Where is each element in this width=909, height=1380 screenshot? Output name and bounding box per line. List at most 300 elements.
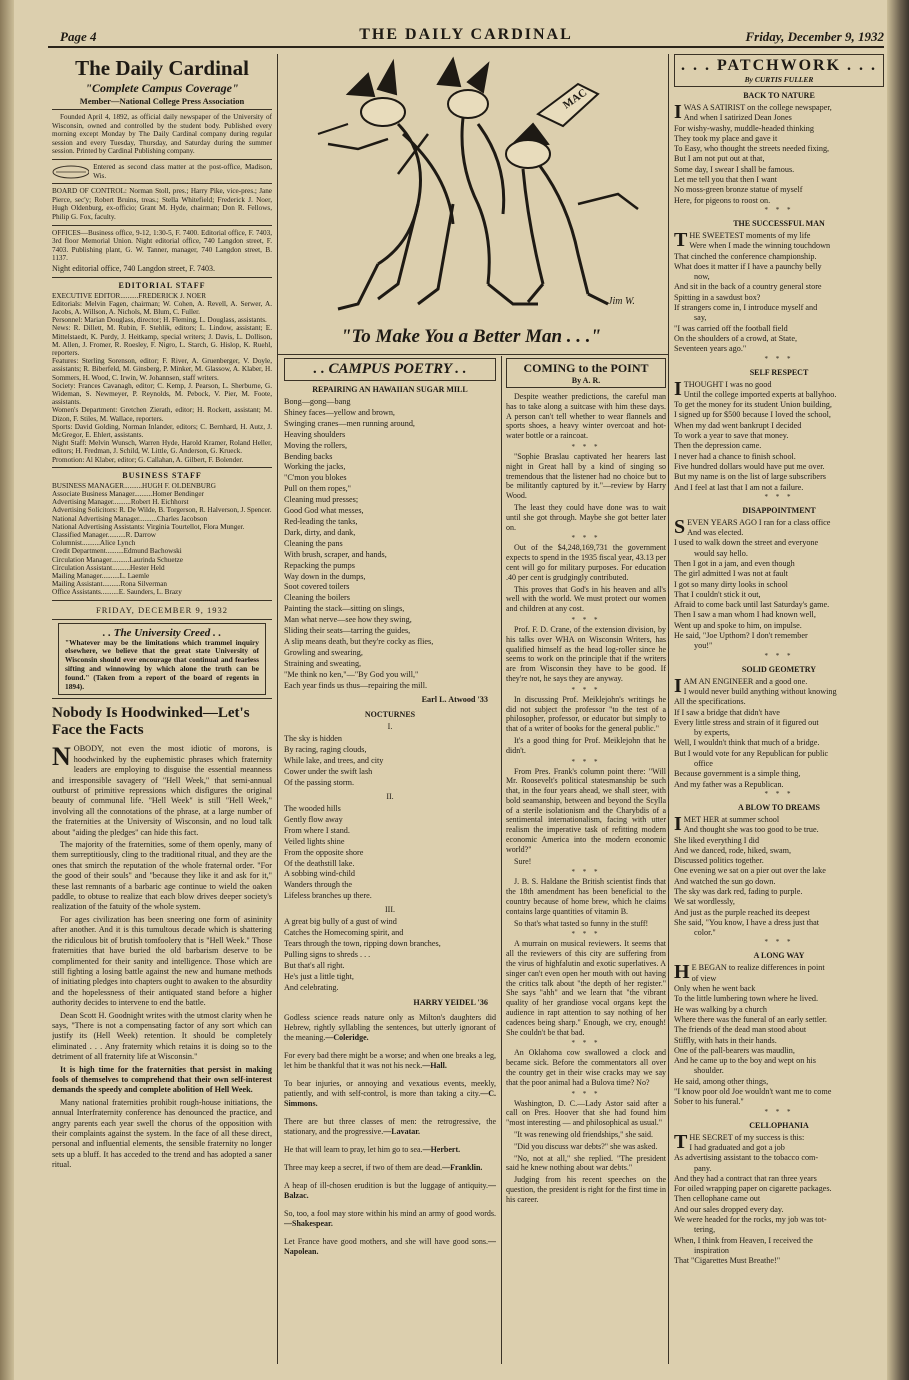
poem-author: Earl L. Atwood '33 bbox=[421, 695, 488, 705]
item-paragraph: It's a good thing for Prof. Meiklejohn that he didn't. bbox=[506, 735, 666, 755]
poem-line: Heaving shoulders bbox=[284, 429, 346, 439]
poem-line: "C'mon you blokes bbox=[284, 473, 347, 483]
poem-line: But that's all right. bbox=[284, 960, 345, 970]
poem-line: No moss-green bronze statue of myself bbox=[674, 185, 803, 195]
quote-item bbox=[284, 1181, 496, 1201]
poem-line: Pulling signs to shreds . . . bbox=[284, 949, 371, 959]
patchwork-poem-title: A BLOW TO DREAMS bbox=[737, 802, 821, 812]
poem-line: Repacking the pumps bbox=[284, 560, 355, 570]
business-staff-head: BUSINESS STAFF bbox=[122, 470, 202, 480]
poem-line: shoulder. bbox=[694, 1066, 724, 1076]
item-paragraph: "Did you discuss war debts?" she was asked. bbox=[514, 1141, 658, 1151]
poem-line: And we danced, rode, hiked, swam, bbox=[674, 845, 792, 855]
poem-line: WAS A SATIRIST on the college newspaper, bbox=[683, 103, 832, 112]
dropcap: N bbox=[52, 742, 71, 772]
poem-line: pany. bbox=[694, 1163, 712, 1173]
quote-item bbox=[284, 1013, 496, 1043]
divider bbox=[52, 600, 272, 601]
poem-line: Bending backs bbox=[284, 451, 333, 461]
quote-author: —Hall. bbox=[422, 1060, 447, 1070]
separator-stars: * * * bbox=[764, 354, 794, 363]
page-edge-left bbox=[0, 0, 14, 1380]
offices-text: OFFICES—Business office, 9-12, 1:30-5, F. 7400. Editorial office, F. 7403, 3rd floor Memorial Union. Night editorial office, 740 Langdon street, F. 7403. Publishing plant, G. W. Tanner, manager, 740 Langdon street, B. 1137. bbox=[52, 228, 272, 263]
separator-stars: * * * bbox=[764, 492, 794, 501]
poem-line: Shiney faces—yellow and brown, bbox=[284, 407, 395, 417]
patchwork-poem bbox=[674, 228, 884, 355]
patchwork-poems bbox=[674, 91, 884, 1267]
creed-box bbox=[58, 623, 266, 696]
quote-author: —Herbert. bbox=[422, 1144, 461, 1154]
divider bbox=[52, 225, 272, 226]
poem-line: would say hello. bbox=[694, 548, 748, 558]
poem-line: Discussed politics together. bbox=[674, 856, 764, 866]
poem-line: Five hundred dollars would have put me over. bbox=[674, 461, 825, 471]
poem-line: She said, "You know, I have a dress just that bbox=[674, 917, 820, 927]
press-emblem-icon bbox=[52, 165, 89, 179]
dropcap: I bbox=[674, 101, 682, 123]
item-paragraph: "No, not at all," she replied. "The president said he knew nothing about war debts." bbox=[506, 1153, 666, 1173]
poem-line: We were headed for the rocks, my job was tot- bbox=[674, 1215, 827, 1225]
column-patchwork bbox=[674, 54, 884, 1364]
editorial-paragraph: Many national fraternities prohibit rough-house initiations, the annual Interfraternity conference has denounced the practice, and angry parents each year swell the chorus of the opposition with their complaints against the system. In the face of all these direct, personal and influential elements, the sensible fraternity no longer sets up a bluff. It has acceded to the trend and has adopted a saner ritual. bbox=[52, 1097, 272, 1170]
masthead bbox=[48, 26, 884, 48]
poem-line: And they had a contract that ran three years bbox=[674, 1173, 817, 1183]
poem-line: "Me think no ken,"—"By God you will," bbox=[284, 669, 419, 679]
poem-line: Good God what messes, bbox=[284, 506, 364, 516]
night-office-text: Night editorial office, 740 Langdon street, F. 7403. bbox=[52, 263, 215, 273]
quote-author: —Shakespear. bbox=[284, 1218, 333, 1228]
poem-line: He's just a little tight, bbox=[284, 971, 354, 981]
quote-text: For every bad there might be a worse; and when one breaks a leg, let him be thankful that it was not his neck. bbox=[284, 1050, 496, 1070]
divider bbox=[52, 183, 272, 184]
poem-line: From the opposite shore bbox=[284, 847, 364, 857]
quote-item bbox=[284, 1163, 496, 1173]
coming-to-point-title: COMING to the POINT bbox=[523, 361, 649, 375]
poem-line: I had graduated and got a job bbox=[689, 1142, 785, 1152]
poem-line: From where I stand. bbox=[284, 825, 350, 835]
poem-line: All the specifications. bbox=[674, 697, 746, 707]
poem-line: To work a year to save that money. bbox=[674, 431, 789, 441]
poem-nocturnes-stanza bbox=[284, 917, 496, 993]
quote-text: Let France have good mothers, and she will have good sons. bbox=[284, 1236, 488, 1246]
poem-line: And was elected. bbox=[687, 528, 744, 538]
poem-line: Wanders through the bbox=[284, 880, 353, 890]
dropcap: I bbox=[674, 674, 682, 697]
item-paragraph: Despite weather predictions, the careful man has to take along a suitcase with him these days. A person can't tell whether to wear flannels and sports shoes, a heavy winter overcoat and hot-water bottle or a raincoat. bbox=[506, 392, 666, 441]
quote-author: —Coleridge. bbox=[325, 1032, 369, 1042]
poem-line: Way down in the dumps, bbox=[284, 571, 366, 581]
founded-text: Founded April 4, 1892, as official daily newspaper of the University of Wisconsin, owned and controlled by the student body. Published every morning except Monday by The Daily Cardinal company during regular session and every Tuesday, Thursday, and Saturday during the summer session. Printed by Cardinal Publishing company. bbox=[52, 113, 272, 156]
poem-line: To the little lumbering town where he lived. bbox=[674, 994, 819, 1004]
column-editorial bbox=[52, 54, 272, 1364]
poem-line: Sober to his funeral." bbox=[674, 1097, 744, 1107]
poem-line: The sky is hidden bbox=[284, 734, 342, 744]
patchwork-poem bbox=[674, 515, 884, 652]
coming-to-point-head bbox=[506, 358, 666, 388]
editorial-headline: Nobody Is Hoodwinked—Let's Face the Facts bbox=[52, 705, 250, 739]
poem-line: If I saw a bridge that didn't have bbox=[674, 707, 780, 717]
editorial-paragraph: Dean Scott H. Goodnight writes with the utmost clarity when he says, "There is not a compensating factor of any sort which can justify its (Hell Week) retention. It should be completely eliminated . . . Any fraternity which retains it is doing so to the detriment of all fraternity life at Wisconsin." bbox=[52, 1010, 272, 1062]
patchwork-poem bbox=[674, 963, 884, 1107]
poem-line: Stiffly, with hats in their hands. bbox=[674, 1035, 777, 1045]
poem-line: "I know poor old Joe wouldn't want me to come bbox=[674, 1087, 832, 1097]
stanza-number: II. bbox=[386, 792, 394, 801]
item-paragraph: So that's what tasted so funny in the stuff! bbox=[514, 918, 649, 928]
poem-line: now, bbox=[694, 272, 710, 282]
poem-line: Seventeen years ago." bbox=[674, 344, 747, 354]
poem-line: But my name is on the list of large subscribers bbox=[674, 472, 826, 482]
poem-line: The girl admitted I was not at fault bbox=[674, 569, 788, 579]
masthead-title: THE DAILY CARDINAL bbox=[359, 26, 573, 43]
column-rule bbox=[501, 356, 502, 1364]
poem-line: To get the money for its student Union building, bbox=[674, 400, 832, 410]
patchwork-head bbox=[674, 54, 884, 87]
poem-line: He said, "Joe Upthom? I don't remember bbox=[674, 631, 808, 641]
poem-line: On the shoulders of a crowd, at State, bbox=[674, 333, 798, 343]
separator-stars: * * * bbox=[764, 938, 794, 947]
poem-line: Spitting in a sawdust box? bbox=[674, 292, 761, 302]
cartoon-caption: "To Make You a Better Man . . ." bbox=[340, 326, 602, 347]
patchwork-poem-title: THE SUCCESSFUL MAN bbox=[733, 218, 825, 228]
poem-line: As advertising assistant to the tobacco com- bbox=[674, 1153, 819, 1163]
poem-line: With brush, scraper, and hands, bbox=[284, 549, 387, 559]
poem-line: Until the college imported experts at ballyhoo. bbox=[683, 389, 837, 399]
patchwork-poem-title: CELLOPHANIA bbox=[749, 1120, 809, 1130]
poem-nocturnes-stanza bbox=[284, 734, 496, 789]
poem-line: What does it matter if I have a paunchy belly bbox=[674, 261, 822, 271]
poem-line: The wooded hills bbox=[284, 804, 341, 813]
patchwork-poem bbox=[674, 812, 884, 939]
item-paragraph: J. B. S. Haldane the British scientist finds that the 18th amendment has been beneficial to the country because of home brew, which he claims contains large quantities of vitamin B. bbox=[506, 877, 666, 916]
poem-line: Here, for pigeons to roost on. bbox=[674, 195, 771, 205]
poem-line: Each year finds us thus—repairing the mill. bbox=[284, 680, 428, 690]
poem-line: We sat wordlessly, bbox=[674, 897, 735, 907]
poem-line: I signed up for $500 because I loved the school, bbox=[674, 410, 831, 420]
divider bbox=[52, 619, 272, 620]
poem-line: Catches the Homecoming spirit, and bbox=[284, 928, 404, 938]
editorial-body bbox=[52, 744, 272, 1170]
item-paragraph: Out of the $4,248,169,731 the government expects to spend in the 1935 fiscal year, 43.13 per cent will go for military purposes. For education .40 per cent is grudgingly contributed. bbox=[506, 543, 666, 582]
patchwork-poem-title: A LONG WAY bbox=[753, 951, 805, 961]
separator-stars: * * * bbox=[764, 205, 794, 214]
poem-line: Then the depression came. bbox=[674, 441, 762, 451]
item-paragraph: Washington, D. C.—Lady Astor said after a call on Pres. Hoover that she had found him "most interesting — and philosophical as usual." bbox=[506, 1098, 666, 1128]
patchwork-poem-title: BACK TO NATURE bbox=[743, 91, 815, 100]
poem-line: Afraid to come back until last Saturday's game. bbox=[674, 600, 830, 610]
quote-item bbox=[284, 1209, 496, 1229]
poem-line: say, bbox=[694, 313, 707, 323]
patchwork-byline: By CURTIS FULLER bbox=[744, 75, 814, 84]
item-paragraph: Prof. F. D. Crane, of the extension division, by his talks over WHA on Wisconsin Writers, has qualified himself as the head log-roller since he seems to work on the principle that if the writers are from Wisconsin they have to be good. If they're not, he says they are anyway. bbox=[506, 624, 666, 683]
poem-line: Every little stress and strain of it figured out bbox=[674, 717, 819, 727]
dropcap: H bbox=[674, 961, 690, 984]
poem-line: Of the deathstill lake. bbox=[284, 858, 355, 868]
column-coming-to-the-point bbox=[506, 358, 666, 1364]
poem-line: AM AN ENGINEER and a good one. bbox=[683, 676, 808, 686]
quote-item bbox=[284, 1051, 496, 1071]
poem-line: He said, among other things, bbox=[674, 1076, 769, 1086]
poem-line: Well, I wouldn't think that much of a bridge. bbox=[674, 738, 820, 748]
poem-line: Cower under the swift lash bbox=[284, 767, 373, 777]
poem-line: One of the pall-bearers was maudlin, bbox=[674, 1045, 795, 1055]
quote-text: To bear injuries, or annoying and vexatious events, meekly, patiently, and with self-control, is more than taking a city. bbox=[284, 1078, 496, 1098]
stanza-number: I. bbox=[387, 722, 393, 732]
patchwork-poem bbox=[674, 377, 884, 493]
poem-line: of view bbox=[691, 973, 717, 983]
poem-line: "I was carried off the football field bbox=[674, 323, 788, 333]
poem-line: Cleaning the pans bbox=[284, 538, 343, 548]
campus-poetry-head: . . CAMPUS POETRY . . bbox=[284, 358, 496, 381]
dropcap: T bbox=[674, 1130, 688, 1153]
separator-stars: * * * bbox=[571, 442, 601, 451]
poem-line: MET HER at summer school bbox=[683, 814, 780, 824]
dropcap: I bbox=[674, 812, 682, 835]
dropcap: T bbox=[674, 228, 688, 251]
item-paragraph: This proves that God's in his heaven and all's well with the world. We must protect our women and children at any cost. bbox=[506, 584, 666, 614]
separator-stars: * * * bbox=[571, 685, 601, 694]
poem-line: Bong—gong—bang bbox=[284, 397, 351, 406]
poem-line: I would never build anything without knowing bbox=[683, 686, 837, 696]
dateline: FRIDAY, DECEMBER 9, 1932 bbox=[96, 604, 228, 615]
editorial-paragraph: For ages civilization has been sneering one form of asininity after another. And it is this tumultous decade which is shattering the ridiculous bit of brutish tomfoolery that is "Hell Week." Those fraternities that have buried the old barbarism deserve to be complimented for their sanity and intelligence. Those which are still fighting a losing battle against the new and humane methods of initiating pledges into chapters ought to awaken to the absurdity and the hopelessness of their antiquated stand before a higher authority decides to intervene to end the battle. bbox=[52, 914, 272, 1008]
poem-line: Pull on them ropes," bbox=[284, 484, 352, 494]
poem-line: Were when I made the winning touchdown bbox=[689, 241, 831, 251]
patchwork-poem bbox=[674, 674, 884, 790]
poem-line: Only when he went back bbox=[674, 984, 756, 994]
poem-line: Went up and spoke to him, on impulse. bbox=[674, 620, 802, 630]
editorial-cartoon bbox=[278, 54, 664, 326]
divider bbox=[52, 698, 272, 699]
creed-title: . . The University Creed . . bbox=[102, 626, 222, 639]
patchwork-poem-title: SELF RESPECT bbox=[749, 367, 809, 377]
poem-line: When my dad went bankrupt I decided bbox=[674, 420, 802, 430]
item-paragraph: "Sophie Braslau captivated her hearers last night in Great hall by a kind of singing so tremendous that the listener had no choice but to be militantly captured by it."—review by Harry Wood. bbox=[506, 451, 666, 501]
separator-stars: * * * bbox=[571, 757, 601, 766]
poem-sugar-mill bbox=[284, 397, 496, 691]
poem-line: by experts, bbox=[694, 728, 730, 738]
divider bbox=[52, 109, 272, 110]
poem-nocturnes-stanza bbox=[284, 804, 496, 902]
quote-text: There are but three classes of men: the retrogressive, the stationary, and the progressive. bbox=[284, 1116, 496, 1136]
editorial-paragraph: It is high time for the fraternities that persist in making fools of themselves to comprehend that their own self-interest demands the speedy and complete abolition of Hell Week. bbox=[52, 1064, 272, 1095]
poem-line: EVEN YEARS AGO I ran for a class office bbox=[687, 517, 831, 527]
poem-line: Red-leading the tanks, bbox=[284, 516, 358, 526]
quote-text: Three may keep a secret, if two of them are dead. bbox=[284, 1162, 443, 1172]
editorial-staff-list: EXECUTIVE EDITOR..........FREDERICK J. NOER Editorials: Melvin Fagen, chairman; W. Cohen, A. Revell, A. Serwer, A. Jacobs, A. Willson, A. Nichols, M. Blum, C. Fuller. Personnel: Marian Douglass, director; H. Fleming, L. Douglass, assistants. News: R. Dillett, M. Rubin, F. Stehlik, editors; L. Lindow, assistant; E. Mittelstaedt, K. Purdy, J. Heitkamp, special writers; J. Davis, L. Dollison, M. Allen, J. Fromer, R. Roesley, F. Nigro, L. Starch, G. Hislop, K. Ruehl, reporters. Features: Sterling Sorenson, editor; F. River, A. Gruenberger, V. Doyle, assistants; R. Biberfeld, M. Ginsberg, P. Minker, M. Glassow, A. Klaber, H. Sommers, H. Wood, C. Irwin, W. Johannsen, staff writers. Society: Frances Cavanagh, editor; C. Kemp, J. Pearson, L. Sherburne, G. Wideman, S. Newmeyer, P. Reynolds, M. Pebock, V. Pier, M. Foote, assistants. Women's Department: Gretchen Zierath, editor; H. Rockett, assistant; M. Dizon, F. Stiles, M. Wallace, reporters. Sports: David Golding, Norman Inlander, editors; C. Bernhard, H. Autz, J. McGregor, E. Ehlert, assistants. Night Staff: Melvin Wunsch, Warren Hyde, Harold Kramer, Roland Heller, editors; H. Fredman, J. Schild, W. Little, G. Anderson, G. Krueck. Promotion: Al Klaber, editor; G. Callahan, A. Gilbert, F. Bolender. bbox=[52, 291, 272, 464]
separator-stars: * * * bbox=[571, 1039, 601, 1048]
stanza-number: III. bbox=[385, 905, 395, 915]
poem-line: And watched the sun go down. bbox=[674, 876, 776, 886]
business-staff-list: BUSINESS MANAGER..........HUGH F. OLDENBURG Associate Business Manager..........Homer Bendinger Advertising Manager..........Robert H. Eichhorst Advertising Solicitors: R. De Wilde, B. Torgerson, R. Halverson, J. Spencer. National Advertising Manager..........Charles Jacobson National Advertising Assistants: Virginia Tourtellot, Flora Munger. Classified Manager..........R. Darrow Columnist..........Alice Lynch Credit Department..........Edmund Bachowski Circulation Manager..........Laurinda Schuetze Circulation Assistant..........Hester Held Mailing Manager..........L. Laemle Mailing Assistant..........Rona Silverman Office Assistants..........E. Saunders, L. Brazy bbox=[52, 481, 272, 597]
poem-line: Because government is a simple thing, bbox=[674, 769, 801, 779]
divider bbox=[52, 467, 272, 468]
poem-line: One evening we sat on a pier out over the lake bbox=[674, 866, 826, 876]
poem-line: I got so many dirty looks in school bbox=[674, 579, 788, 589]
quote-text: A heap of ill-chosen erudition is but the luggage of antiquity. bbox=[284, 1180, 488, 1190]
poem-line: you!" bbox=[694, 641, 713, 651]
poem-line: A sobbing wind-child bbox=[284, 869, 355, 879]
separator-stars: * * * bbox=[571, 1089, 601, 1098]
poem-line: Straining and sweating, bbox=[284, 658, 362, 668]
item-paragraph: An Oklahoma cow swallowed a clock and became sick. Before the commentators all over the country get in their wise cracks may we say that the poor animal had a Bulova time? No? bbox=[506, 1048, 666, 1087]
poem-line: If strangers come in, I introduce myself and bbox=[674, 303, 818, 313]
quote-item bbox=[284, 1079, 496, 1109]
poem-line: Sliding their seats—tarring the guides, bbox=[284, 626, 411, 636]
item-paragraph: The least they could have done was to wait until she got through. Maybe she got better later on. bbox=[506, 502, 666, 532]
poem-line: Let me tell you that then I want bbox=[674, 175, 777, 185]
patchwork-poem-title: SOLID GEOMETRY bbox=[741, 664, 817, 674]
quote-text: Godless science reads nature only as Milton's daughters did Hebrew, rightly syllabling the sentences, but utterly ignorant of the meaning. bbox=[284, 1012, 496, 1042]
separator-stars: * * * bbox=[571, 868, 601, 877]
separator-stars: * * * bbox=[571, 930, 601, 939]
quote-author: —Franklin. bbox=[442, 1162, 483, 1172]
poem-line: Then cellophane came out bbox=[674, 1194, 761, 1204]
poem-line: They took my place and gave it bbox=[674, 133, 778, 143]
poem-title: REPAIRING AN HAWAIIAN SUGAR MILL bbox=[312, 385, 468, 394]
separator-stars: * * * bbox=[571, 615, 601, 624]
poem-line: I used to walk down the street and everyone bbox=[674, 538, 819, 548]
poem-line: And thought she was too good to be true. bbox=[683, 825, 819, 835]
poem-line: When, I think from Heaven, I received the bbox=[674, 1235, 813, 1245]
item-paragraph: Sure! bbox=[514, 856, 532, 866]
poem-line: Painting the stack—sitting on slings, bbox=[284, 604, 405, 614]
poem-line: Cleaning the boilers bbox=[284, 593, 350, 603]
poem-line: inspiration bbox=[694, 1245, 730, 1255]
paper-name: The Daily Cardinal bbox=[75, 56, 249, 80]
separator-stars: * * * bbox=[764, 651, 794, 660]
poem-line: THOUGHT I was no good bbox=[683, 379, 772, 389]
entered-row bbox=[52, 163, 272, 180]
quote-item bbox=[284, 1237, 496, 1257]
motto: "Complete Campus Coverage" bbox=[85, 81, 239, 95]
item-paragraph: From Pres. Frank's column point there: "Will Mr. Roosevelt's political statesmanship be such that, in the four years ahead, we shall steer, with bold seamanship, between and beyond the Scylla of a sterile isolationism and the Charybdis of a sentimental internationalism, facing with utter realism the imperative task of refitting modern economic America into the modern economic world?" bbox=[506, 766, 666, 854]
hat-letters: MAC bbox=[560, 86, 590, 112]
poem-line: Then I saw a man whom I had known well, bbox=[674, 610, 816, 620]
quote-text: So, too, a fool may store within his mind an army of good words. bbox=[284, 1208, 496, 1218]
poem-line: Lifeless branches up there. bbox=[284, 891, 372, 901]
cartoon-signature: Jim W. bbox=[608, 296, 635, 307]
patchwork-title: . . . PATCHWORK . . . bbox=[680, 57, 878, 74]
poem-line: Then I got in a jam, and even though bbox=[674, 558, 795, 568]
page-edge-right bbox=[887, 0, 909, 1380]
poem-line: A slip means death, but they're cocky as flies, bbox=[284, 636, 434, 646]
poem-line: And when I satirized Dean Jones bbox=[683, 113, 792, 123]
quote-item bbox=[284, 1117, 496, 1137]
separator-stars: * * * bbox=[571, 534, 601, 543]
editorial-paragraph: OBODY, not even the most idiotic of morons, is hoodwinked by the euphemistic phrases which fraternity leaders are employing to disguise the essential meanness and irresponsible savagery of "Hell Week," that semi-annual outburst of primitive repressions which disfigures the original beauty of communal life. "Hell Week" is still "Hell Week," involving all the connotations of the phrase, at a large number of the fraternities at the University of Wisconsin, and no loud talk about "aiding the pledges" can hide this fact. bbox=[52, 744, 272, 837]
quote-author: —Balzac. bbox=[284, 1180, 496, 1200]
poem-line: A great big bully of a gust of wind bbox=[284, 917, 397, 927]
poem-line: And sit in the back of a country general store bbox=[674, 282, 822, 292]
poem-title: NOCTURNES bbox=[364, 710, 416, 720]
poem-line: And I feel at last that I am not a failure. bbox=[674, 482, 804, 492]
poem-line: But I would vote for any Republican for public bbox=[674, 748, 829, 758]
poem-line: color." bbox=[694, 928, 716, 938]
quote-author: —Lavatar. bbox=[383, 1126, 421, 1136]
editorial-staff-head: EDITORIAL STAFF bbox=[118, 280, 206, 290]
poem-line: Soot covered toilers bbox=[284, 582, 350, 592]
separator-stars: * * * bbox=[764, 789, 794, 798]
poem-line: That I couldn't stick it out, bbox=[674, 589, 761, 599]
coming-to-point-byline: By A. R. bbox=[571, 376, 601, 385]
board-text: BOARD OF CONTROL: Norman Stoll, pres.; Harry Pike, vice-pres.; Jane Pierce, sec'y; Robert Bruins, treas.; Stella Whitefield; Frederick J. Noer, Hugh Oldenburg, ex-officio; Grant M. Hyde, chairman; Don R. Fellows, Philip G. Fox, faculty. bbox=[52, 187, 272, 221]
poem-line: For wishy-washy, muddle-headed thinking bbox=[674, 123, 814, 133]
item-paragraph: "It was renewing old friendships," she said. bbox=[514, 1130, 653, 1139]
poem-line: office bbox=[694, 759, 713, 769]
poem-line: And he came up to the boy and wept on his bbox=[674, 1056, 816, 1066]
dropcap: S bbox=[674, 515, 686, 538]
poem-line: While lake, and trees, and city bbox=[284, 756, 384, 766]
poem-line: Veiled lights shine bbox=[284, 836, 345, 846]
creed-text: "Whatever may be the limitations which trammel inquiry elsewhere, we believe that the great state University of Wisconsin should ever encourage that continual and fearless sifting and winnowing by which alone the truth can be found." (Taken from a report of the board of regents in 1894). bbox=[65, 637, 259, 691]
member-line: Member—National College Press Association bbox=[79, 96, 245, 106]
quote-text: He that will learn to pray, let him go to sea. bbox=[284, 1144, 423, 1154]
patchwork-poem bbox=[674, 1130, 884, 1267]
poem-line: For oiled wrapping paper on cigarette packages. bbox=[674, 1184, 832, 1194]
divider bbox=[278, 354, 668, 355]
separator-stars: * * * bbox=[764, 1107, 794, 1116]
quote-author: —Napolean. bbox=[284, 1236, 496, 1256]
poem-line: That cinched the conference championship. bbox=[674, 251, 817, 261]
quotes-list bbox=[284, 1013, 496, 1257]
poem-line: And our sales dropped every day. bbox=[674, 1204, 784, 1214]
poem-line: tering, bbox=[694, 1225, 716, 1235]
poem-line: And just as the purple reached its deepest bbox=[674, 907, 810, 917]
poem-line: E BEGAN to realize differences in point bbox=[691, 963, 825, 973]
items-list bbox=[506, 392, 666, 1205]
editorial-paragraph: The majority of the fraternities, some of them openly, many of them surreptitiously, cling to the traditional ritual, and they are the ones that smirch the reputation of the whole fraternal order. "For the good of their souls" and "because they like it and ask for it," these last remnants of a barbaric age continue to wield the oaken paddle, to obtuse to realize that each blow drives deeper society's realization of the fatuity of the whole system. bbox=[52, 840, 272, 912]
poem-line: Man what nerve—see how they swing, bbox=[284, 615, 412, 625]
poem-line: Tears through the town, ripping down branches, bbox=[284, 938, 441, 948]
quote-item bbox=[284, 1145, 496, 1155]
poem-line: Working the jacks, bbox=[284, 462, 346, 472]
poem-line: Growling and swearing, bbox=[284, 647, 363, 657]
item-paragraph: In discussing Prof. Meiklejohn's writings he did not subject the professor "to the test of a philosopher, professor, or educator but simply to that of a writer of books for the general public." bbox=[506, 694, 666, 734]
poem-line: HE SECRET of my success is this: bbox=[689, 1132, 805, 1142]
poem-line: Cleaning mud presses; bbox=[284, 495, 359, 505]
poem-line: Dark, dirty, and dank, bbox=[284, 527, 356, 537]
poem-line: By racing, raging clouds, bbox=[284, 745, 367, 755]
poem-line: Of the passing storm. bbox=[284, 778, 355, 788]
divider bbox=[52, 277, 272, 278]
poem-line: To Easy, who thought the streets needed fixing, bbox=[674, 144, 830, 154]
poem-line: Gently flow away bbox=[284, 814, 343, 824]
page-number: Page 4 bbox=[60, 29, 97, 44]
poem-line: But I am not put out at that, bbox=[674, 154, 765, 164]
dropcap: I bbox=[674, 377, 682, 400]
patchwork-poem-title: DISAPPOINTMENT bbox=[742, 505, 816, 515]
item-paragraph: A murrain on musical reviewers. It seems that all the reviewers of this city are suffering from the virus of highfalutin and exotic superlatives. A singer can't even open her mouth with out having the critics talk about "the depth of her register." She says "ahh" and we learn that "the vibrant quality of her grandiose vocal organs kept the audience in rapt attention to say nothing of her cadences being sharp." Enough, we cry, enough! She couldn't be that bad. bbox=[506, 939, 666, 1037]
divider bbox=[52, 159, 272, 160]
poem-line: That "Cigarettes Must Breathe!" bbox=[674, 1256, 781, 1266]
poem-line: Some day, I swear I shall be famous. bbox=[674, 164, 795, 174]
poem-line: Swinging cranes—men running around, bbox=[284, 418, 415, 428]
poem-line: And celebrating. bbox=[284, 982, 339, 992]
poem-line: HE SWEETEST moments of my life bbox=[689, 230, 811, 240]
poem-line: She liked everything I did bbox=[674, 835, 760, 845]
poem-author: HARRY YEIDEL '36 bbox=[413, 997, 488, 1007]
quote-author: —C. Simmons. bbox=[284, 1088, 496, 1108]
item-paragraph: Judging from his recent speeches on the question, the president is right for the first time in his career. bbox=[506, 1175, 666, 1204]
column-campus-poetry bbox=[284, 358, 496, 1364]
poem-line: He was walking by a church bbox=[674, 1004, 767, 1014]
masthead-date: Friday, December 9, 1932 bbox=[745, 29, 884, 44]
poem-line: Where there was the funeral of an early settler. bbox=[674, 1014, 827, 1024]
poem-line: I never had a chance to finish school. bbox=[674, 451, 796, 461]
poem-line: Moving the rollers, bbox=[284, 440, 347, 450]
entered-text: Entered as second class matter at the post-office, Madison, Wis. bbox=[93, 162, 272, 180]
column-rule bbox=[668, 54, 669, 1364]
